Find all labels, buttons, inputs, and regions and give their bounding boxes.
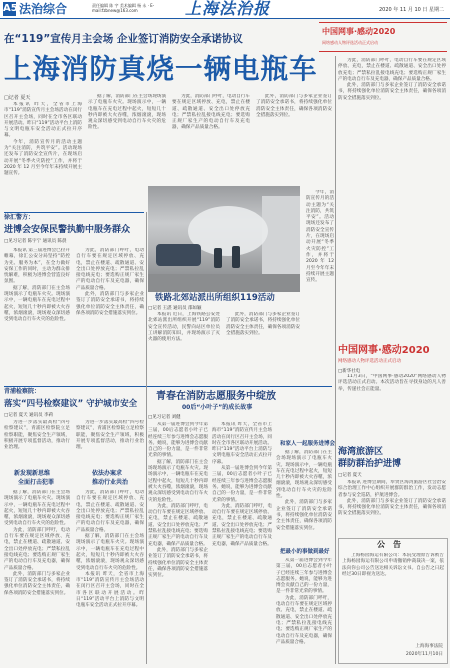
section-title: 法治综合 — [19, 2, 68, 16]
haiwan-byline: □记者 夏天 — [338, 473, 362, 478]
youth-paragraph: 从第一届进博会到今年第三届，00后志愿者小叶子已经连续三年参与进博会志愿服务。她说，能够为进博会贡献自己的一份力量，是一件非常光荣的事情。 — [148, 422, 208, 459]
youth-col3b — [276, 558, 332, 664]
promo-subtitle: 网络感动人物评选活动正式启动 — [322, 40, 378, 45]
story3-byline: □记者 夏天 通讯员 李莉 — [4, 413, 54, 418]
issue-date: 2020 年 11 月 10 日 星期二 — [379, 7, 444, 13]
story3-col1 — [4, 420, 70, 468]
youth-col3 — [276, 450, 332, 546]
story2-title: 进博会安保民警执勤中服务群众 — [4, 225, 131, 235]
notice-signer: 上海海事法院 — [415, 644, 443, 649]
news-photo — [148, 186, 300, 292]
haiwan-title2: 群防群治护进博 — [338, 459, 402, 469]
china-byline: □新华社电 — [338, 369, 361, 374]
photo-byline: □记者 王湛 通讯员 邵如颖 — [148, 306, 202, 311]
youth-paragraph: 为此，消防部门呼吁，电动自行车要在规定区域停放、充电，禁止在楼道、疏散通道、安全出口处停放充电；严禁私拉乱接电线充电；要选购正规厂家生产的电动自行车及充电器，确保产品质量合格。 — [276, 595, 332, 645]
china-promo-banner — [319, 22, 447, 52]
china-title: 中国网事·感动2020 — [338, 345, 430, 356]
lead-col1 — [4, 102, 82, 190]
youth-paragraph: 此外，消防部门与多家企业签订了消防安全承诺书，将持续强化单位消防安全主体责任，确保各项消防安全措施落实到位。 — [148, 547, 208, 579]
column-divider — [335, 56, 336, 664]
divider — [4, 386, 148, 387]
youth-subtitle: 00后“小叶子”的成长故事 — [182, 404, 253, 411]
photo-wall — [262, 196, 300, 276]
china-text — [338, 374, 446, 444]
court-notice — [338, 538, 448, 664]
youth-paragraph: 本报讯 昨天，全省市上海市“119”消防宣传月主会场活动在闵行区召开主会场，同时在全市各区联动开展活动。昨日“119”活动平台上消防与文明电瓶车安全活动正式拉开序幕。 — [212, 422, 272, 465]
photo-ground — [148, 274, 300, 292]
photo-person — [214, 248, 222, 268]
notice-date: 2020年11月10日 — [405, 652, 443, 657]
editor-info: 责任编辑 陈 宇 美术编辑 杨 永 · E-mail:fzbnew@163.com — [92, 3, 155, 13]
story3-paragraph: 本报讯 昨天，全省市上海市“119”消防宣传月主会场活动在闵行区召开主会场，同时在全市各区联动开展活动。昨日“119”活动平台上消防与文明电瓶车安全活动正式拉开序幕。 — [76, 571, 144, 609]
photo-text1 — [148, 312, 220, 382]
china-subtitle: 网络感动人物评选活动正式启动 — [338, 359, 401, 364]
youth-paragraph: 据了解，消防部门在主会场现场演示了电瓶车火灾。现场演示中，一辆电瓶车在充电过程中起火，短短几十秒内即被大火吞噬，浓烟滚滚，现场观众深切感受到电动自行车火灾的危险性。 — [276, 450, 332, 500]
lead-headline: 上海消防真烧一辆电瓶车 — [4, 53, 318, 85]
photo-paragraph: 此外，消防部门与多家企业签订了消防安全承诺书，将持续强化单位消防安全主体责任，确保各项消防安全措施落实到位。 — [226, 312, 300, 336]
page-number: A5 — [3, 3, 18, 14]
story2-kicker: 徐汇警方： — [4, 214, 35, 221]
haiwan-text — [338, 480, 446, 536]
photo-vehicle — [156, 244, 201, 266]
story3-sub1: 新发现新思维 — [14, 470, 51, 477]
story3-paragraph: 为此，消防部门呼吁，电动自行车要在规定区域停放、充电，禁止在楼道、疏散通道、安全出口处停放充电；严禁私拉乱接电线充电；要选购正规厂家生产的电动自行车及充电器，确保产品质量合格。 — [76, 490, 144, 533]
lead-paragraph: 本报讯 昨天，全省市上海市“119”消防宣传月主会场活动在闵行区召开主会场，同时在全市各区联动开展活动。昨日“119”活动平台上消防与文明电瓶车安全活动正式拉开序幕。 — [4, 102, 82, 139]
story3-sub3: 依法办案求 — [92, 470, 123, 477]
lead-paragraph: 此外，消防部门与多家企业签订了消防安全承诺书，将持续强化单位消防安全主体责任，确保各项消防安全措施落实到位。 — [338, 83, 446, 101]
photo-text2 — [226, 312, 300, 382]
divider — [148, 386, 332, 387]
youth-title: 青春在消防志愿服务中绽放 — [156, 391, 276, 402]
story3-col2 — [76, 420, 144, 470]
haiwan-title: 海湾旅游区 — [338, 447, 384, 457]
story3-sub4: 推动行业共治 — [92, 479, 129, 486]
story3-title: 落实“四号检察建议” 守护城市安全 — [4, 399, 138, 409]
story3-kicker: 青浦检察院： — [4, 388, 41, 395]
story2-byline: □见习记者 陈宇宁 通讯员 陈晨 — [4, 239, 67, 244]
youth-byline: □见习记者 刘健 — [148, 415, 181, 420]
promo-title: 中国网事·感动2020 — [322, 27, 396, 36]
story3-col2b — [76, 490, 144, 664]
story3-paragraph: 据了解，消防部门在主会场现场演示了电瓶车火灾。现场演示中，一辆电瓶车在充电过程中起火，短短几十秒内即被大火吞噬，浓烟滚滚，现场观众深切感受到电动自行车火灾的危险性。 — [76, 534, 144, 571]
newspaper-logo: 上海法治报 — [185, 0, 271, 18]
youth-paragraph: 据了解，消防部门在主会场现场演示了电瓶车火灾。现场演示中，一辆电瓶车在充电过程中起火，短短几十秒内即被大火吞噬，浓烟滚滚，现场观众深切感受到电动自行车火灾的危险性。 — [148, 459, 208, 503]
story2-col2 — [76, 248, 144, 384]
youth-sub2: 把最小的事做到最好 — [280, 549, 330, 555]
story2-paragraph: 据了解，消防部门在主会场现场演示了电瓶车火灾。现场演示中，一辆电瓶车在充电过程中起火，短短几十秒内即被大火吞噬，浓烟滚滚，现场观众深切感受到电动自行车火灾的危险性。 — [4, 285, 70, 323]
lead-col4 — [256, 94, 332, 184]
youth-paragraph: 从第一届进博会到今年第三届，00后志愿者小叶子已经连续三年参与进博会志愿服务。她说，能够为进博会贡献自己的一份力量，是一件非常光荣的事情。 — [276, 558, 332, 595]
story3-sub2: 全面打击犯罪 — [18, 479, 55, 486]
youth-paragraph: 此外，消防部门与多家企业签订了消防安全承诺书，将持续强化单位消防安全主体责任，确保各项消防安全措施落实到位。 — [276, 500, 332, 531]
youth-paragraph: 从第一届进博会到今年第三届，00后志愿者小叶子已经连续三年参与进博会志愿服务。她说，能够为进博会贡献自己的一份力量，是一件非常光荣的事情。 — [212, 466, 272, 503]
china-paragraph: 11月3日，“中国网事·感动2020”网络感动人物评选活动正式启动。本次活动旨在寻找身边的凡人善举，传递社会正能量。 — [338, 374, 446, 392]
story3-col1b — [4, 490, 70, 664]
notice-title: 公告 — [377, 540, 409, 549]
lead-paragraph: 据了解，消防部门在主会场现场演示了电瓶车火灾。现场演示中，一辆电瓶车在充电过程中起火，短短几十秒内即被大火吞噬，浓烟滚滚，现场观众深切感受到电动自行车火灾的危险性。 — [88, 94, 166, 131]
lead-paragraph: 为此，消防部门呼吁，电动自行车要在规定区域停放、充电，禁止在楼道、疏散通道、安全出口处停放充电；严禁私拉乱接电线充电；要选购正规厂家生产的电动自行车及充电器，确保产品质量合格。 — [338, 58, 446, 82]
youth-col2 — [212, 422, 272, 664]
story2-paragraph: 为此，消防部门呼吁，电动自行车要在规定区域停放、充电，禁止在楼道、疏散通道、安全出口处停放充电；严禁私拉乱接电线充电；要选购正规厂家生产的电动自行车及充电器，确保产品质量合格。 — [76, 248, 144, 291]
photo-paragraph: 本报讯 近日，上海铁路公安处北郊站派出所组织开展“119”消防安全宣传活动，民警向站区单位员工讲解消防知识，并现场演示了灭火器的使用方法。 — [148, 312, 220, 343]
story2-paragraph: 本报讯 第三届进博会已拉开帷幕，徐汇公安分局坚持“防控为先、服务为本”，在全力做好安保工作的同时，主动为群众排忧解难，积极为进博会营造良好氛围。 — [4, 248, 70, 285]
lead-paragraph: 今年，消防宣传月的活动主题为“关注消防，共筑平安”。活动现场还发布了消防安全宣传片，在现场启动开展“冬季火灾防控”工作，并将于 2020 年 12 月至今年年末持续开展主题宣传。 — [4, 139, 82, 177]
lead-col5 — [338, 58, 446, 198]
youth-col1 — [148, 422, 208, 664]
lead-col2 — [88, 94, 166, 190]
youth-paragraph: 为此，消防部门呼吁，电动自行车要在规定区域停放、充电，禁止在楼道、疏散通道、安全出口处停放充电；严禁私拉乱接电线充电；要选购正规厂家生产的电动自行车及充电器，确保产品质量合格。 — [148, 503, 208, 547]
notice-body — [342, 553, 444, 643]
story3-paragraph: 为进一步落实最高检“四号检察建议”，青浦区检察院立足检察职能，聚焦安全生产领域，积极开展专项监督活动，推动行业治理。 — [76, 420, 144, 451]
column-divider — [146, 212, 147, 664]
lead-paragraph: 今年，消防宣传月的活动主题为“关注消防，共筑平安”。活动现场还发布了消防安全宣传片，在现场启动开展“冬季火灾防控”工作，并将于 2020 年 12 月至今年年末持续开展主题宣传。 — [306, 190, 334, 284]
lead-byline: □记者 夏天 — [4, 95, 31, 101]
divider — [4, 212, 144, 213]
haiwan-paragraph: 此外，消防部门与多家企业签订了消防安全承诺书，将持续强化单位消防安全主体责任，确保各项消防安全措施落实到位。 — [338, 498, 446, 517]
story2-col1 — [4, 248, 70, 384]
story3-paragraph: 此外，消防部门与多家企业签订了消防安全承诺书，将持续强化单位消防安全主体责任，确保各项消防安全措施落实到位。 — [4, 571, 70, 596]
story3-paragraph: 为此，消防部门呼吁，电动自行车要在规定区域停放、充电，禁止在楼道、疏散通道、安全出口处停放充电；严禁私拉乱接电线充电；要选购正规厂家生产的电动自行车及充电器，确保产品质量合格。 — [4, 527, 70, 571]
haiwan-paragraph: 本报讯 进博会期间，奉贤区海湾旅游区社会治安综合治理工作中心组织开展群防群治工作，发动志愿者参与安全巡防，护航进博会。 — [338, 480, 446, 498]
story3-paragraph: 为进一步落实最高检“四号检察建议”，青浦区检察院立足检察职能，聚焦安全生产领域，积极开展专项监督活动，推动行业治理。 — [4, 420, 70, 451]
lead-paragraph: 为此，消防部门呼吁，电动自行车要在规定区域停放、充电，禁止在楼道、疏散通道、安全出口处停放充电；严禁私拉乱接电线充电；要选购正规厂家生产的电动自行车及充电器，确保产品质量合格。 — [172, 94, 250, 131]
story3-paragraph: 据了解，消防部门在主会场现场演示了电瓶车火灾。现场演示中，一辆电瓶车在充电过程中起火，短短几十秒内即被大火吞噬，浓烟滚滚，现场观众深切感受到电动自行车火灾的危险性。 — [4, 490, 70, 527]
page-header — [0, 0, 450, 19]
lead-kicker: 在“119”宣传月主会场 企业签订消防安全承诺协议 — [4, 33, 243, 45]
youth-paragraph: 为此，消防部门呼吁，电动自行车要在规定区域停放、充电，禁止在楼道、疏散通道、安全出口处停放充电；严禁私拉乱接电线充电；要选购正规厂家生产的电动自行车及充电器，确保产品质量合格。 — [212, 503, 272, 547]
story2-paragraph: 此外，消防部门与多家企业签订了消防安全承诺书，将持续强化单位消防安全主体责任，确保各项消防安全措施落实到位。 — [76, 292, 144, 316]
lead-spill-col — [306, 190, 334, 340]
lead-col3 — [172, 94, 250, 184]
photo-caption-title: 铁路北郊站派出所组织119活动 — [155, 293, 275, 303]
lead-paragraph: 此外，消防部门与多家企业签订了消防安全承诺书，将持续强化单位消防安全主体责任，确保各项消防安全措施落实到位。 — [256, 94, 332, 118]
notice-paragraph: 上海杨园海运有限公司：本院受理原告诉被告上海杨园海运有限公司申请撤销仲裁裁决一案，依法向你公司公告送达相关诉讼文书。自公告之日起经过30日即视为送达。 — [342, 553, 444, 577]
photo-person — [232, 246, 240, 268]
youth-sub1: 和家人一起服务进博会 — [280, 441, 336, 447]
